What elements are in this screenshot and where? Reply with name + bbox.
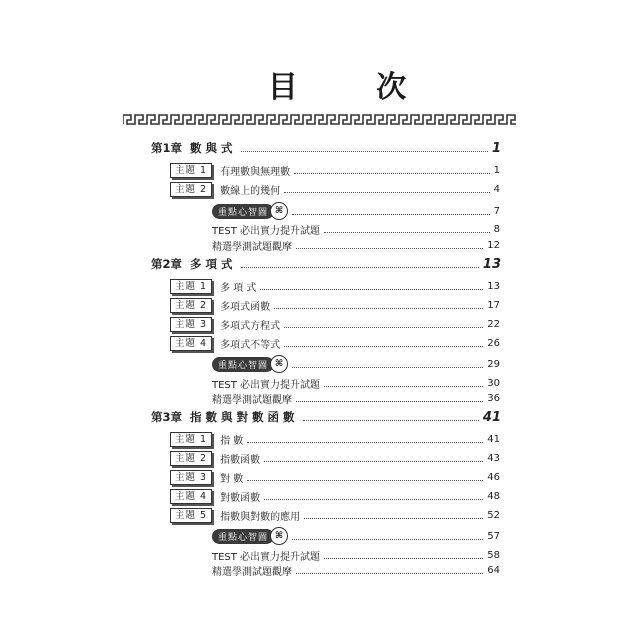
topic-badge: 主題 3 <box>170 470 212 485</box>
topic-entry[interactable] <box>170 469 500 485</box>
leader-dots <box>303 420 479 421</box>
leader-dots <box>292 539 483 540</box>
section-title: TEST 必出實力提升試題 <box>212 551 321 563</box>
topic-badge: 主題 3 <box>170 317 212 332</box>
page-number: 58 <box>487 549 500 561</box>
section-entry[interactable] <box>212 376 500 390</box>
mind-map-badge: 重點心智圖 <box>212 357 274 372</box>
chapter-entry[interactable] <box>151 408 501 426</box>
topic-badge: 主題 2 <box>170 182 212 197</box>
leader-dots <box>241 151 488 152</box>
leader-dots <box>324 558 483 559</box>
leader-dots <box>284 192 490 193</box>
section-title: TEST 必出實力提升試題 <box>212 225 321 237</box>
page-number: 12 <box>487 239 500 251</box>
page-number: 29 <box>487 358 500 370</box>
page-number: 48 <box>487 490 500 502</box>
topic-title: 對數函數 <box>220 492 261 504</box>
chapter-entry[interactable] <box>151 139 501 157</box>
page-number: 46 <box>487 471 500 483</box>
topic-entry[interactable] <box>170 450 500 466</box>
section-title: TEST 必出實力提升試題 <box>212 379 321 391</box>
leader-dots <box>264 461 483 462</box>
section-title: 精選學測試題觀摩 <box>212 394 292 406</box>
topic-title: 指數與對數的應用 <box>220 511 301 523</box>
topic-entry[interactable] <box>170 297 500 313</box>
topic-badge: 主題 1 <box>170 163 212 178</box>
chapter-title: 多項式 <box>190 257 237 271</box>
page-number: 1 <box>491 140 501 156</box>
topic-entry[interactable] <box>170 278 500 294</box>
page-number: 36 <box>487 392 500 404</box>
mind-map-badge: 重點心智圖 <box>212 529 274 544</box>
topic-title: 指數函數 <box>220 454 261 466</box>
leader-dots <box>260 289 483 290</box>
topic-title: 有理數與無理數 <box>220 166 291 178</box>
chapter-title: 數與式 <box>190 141 237 155</box>
section-entry[interactable] <box>212 563 500 577</box>
leader-dots <box>304 518 483 519</box>
chapter-title: 指數與對數函數 <box>190 410 299 424</box>
topic-badge: 主題 1 <box>170 279 212 294</box>
topic-badge: 主題 2 <box>170 451 212 466</box>
chapter-label: 第1章 <box>151 141 183 155</box>
topic-entry[interactable] <box>170 488 500 504</box>
section-entry[interactable] <box>212 548 500 562</box>
map-pin-icon: ⌘ <box>270 527 288 545</box>
page-number: 13 <box>487 280 500 292</box>
topic-title: 多項式不等式 <box>220 339 281 351</box>
topic-title: 多項式方程式 <box>220 320 281 332</box>
topic-badge: 主題 2 <box>170 298 212 313</box>
topic-title: 多 項 式 <box>220 282 257 294</box>
mind-map-badge: 重點心智圖 <box>212 204 274 219</box>
page-number: 30 <box>487 377 500 389</box>
leader-dots <box>296 573 483 574</box>
leader-dots <box>292 367 483 368</box>
topic-title: 指 數 <box>220 435 244 447</box>
leader-dots <box>274 308 483 309</box>
page-title: 目 次 <box>267 70 441 105</box>
topic-title: 數線上的幾何 <box>220 185 281 197</box>
page-number: 52 <box>487 509 500 521</box>
leader-dots <box>296 248 483 249</box>
chapter-entry[interactable] <box>151 255 501 273</box>
leader-dots <box>296 401 483 402</box>
chapter-label: 第2章 <box>151 257 183 271</box>
section-entry[interactable] <box>212 204 500 218</box>
topic-entry[interactable] <box>170 181 500 197</box>
topic-entry[interactable] <box>170 316 500 332</box>
topic-badge: 主題 4 <box>170 489 212 504</box>
topic-badge: 主題 5 <box>170 508 212 523</box>
leader-dots <box>294 173 490 174</box>
map-pin-icon: ⌘ <box>270 202 288 220</box>
page-number: 57 <box>487 530 500 542</box>
section-entry[interactable] <box>212 391 500 405</box>
leader-dots <box>247 442 483 443</box>
topic-badge: 主題 1 <box>170 432 212 447</box>
topic-title: 對 數 <box>220 473 244 485</box>
section-entry[interactable] <box>212 238 500 252</box>
page-number: 43 <box>487 452 500 464</box>
page-number: 1 <box>493 164 500 176</box>
page-number: 8 <box>493 223 500 235</box>
section-entry[interactable] <box>212 529 500 543</box>
leader-dots <box>247 480 483 481</box>
page-number: 26 <box>487 337 500 349</box>
page-number: 22 <box>487 318 500 330</box>
decorative-border <box>123 110 516 128</box>
leader-dots <box>324 232 490 233</box>
topic-entry[interactable] <box>170 431 500 447</box>
page-number: 41 <box>482 409 501 425</box>
leader-dots <box>284 327 483 328</box>
chapter-label: 第3章 <box>151 410 183 424</box>
topic-title: 多項式函數 <box>220 301 271 313</box>
leader-dots <box>324 386 483 387</box>
section-title: 精選學測試題觀摩 <box>212 566 292 578</box>
page-number: 4 <box>493 183 500 195</box>
leader-dots <box>264 499 483 500</box>
page-number: 7 <box>493 205 500 217</box>
page-number: 17 <box>487 299 500 311</box>
topic-entry[interactable] <box>170 162 500 178</box>
map-pin-icon: ⌘ <box>270 355 288 373</box>
leader-dots <box>292 214 490 215</box>
section-title: 精選學測試題觀摩 <box>212 241 292 253</box>
page-number: 41 <box>487 433 500 445</box>
section-entry[interactable] <box>212 357 500 371</box>
section-entry[interactable] <box>212 222 500 236</box>
page-number: 13 <box>482 256 501 272</box>
leader-dots <box>284 346 483 347</box>
topic-entry[interactable] <box>170 507 500 523</box>
page-number: 64 <box>487 564 500 576</box>
leader-dots <box>241 267 479 268</box>
topic-badge: 主題 4 <box>170 336 212 351</box>
topic-entry[interactable] <box>170 335 500 351</box>
